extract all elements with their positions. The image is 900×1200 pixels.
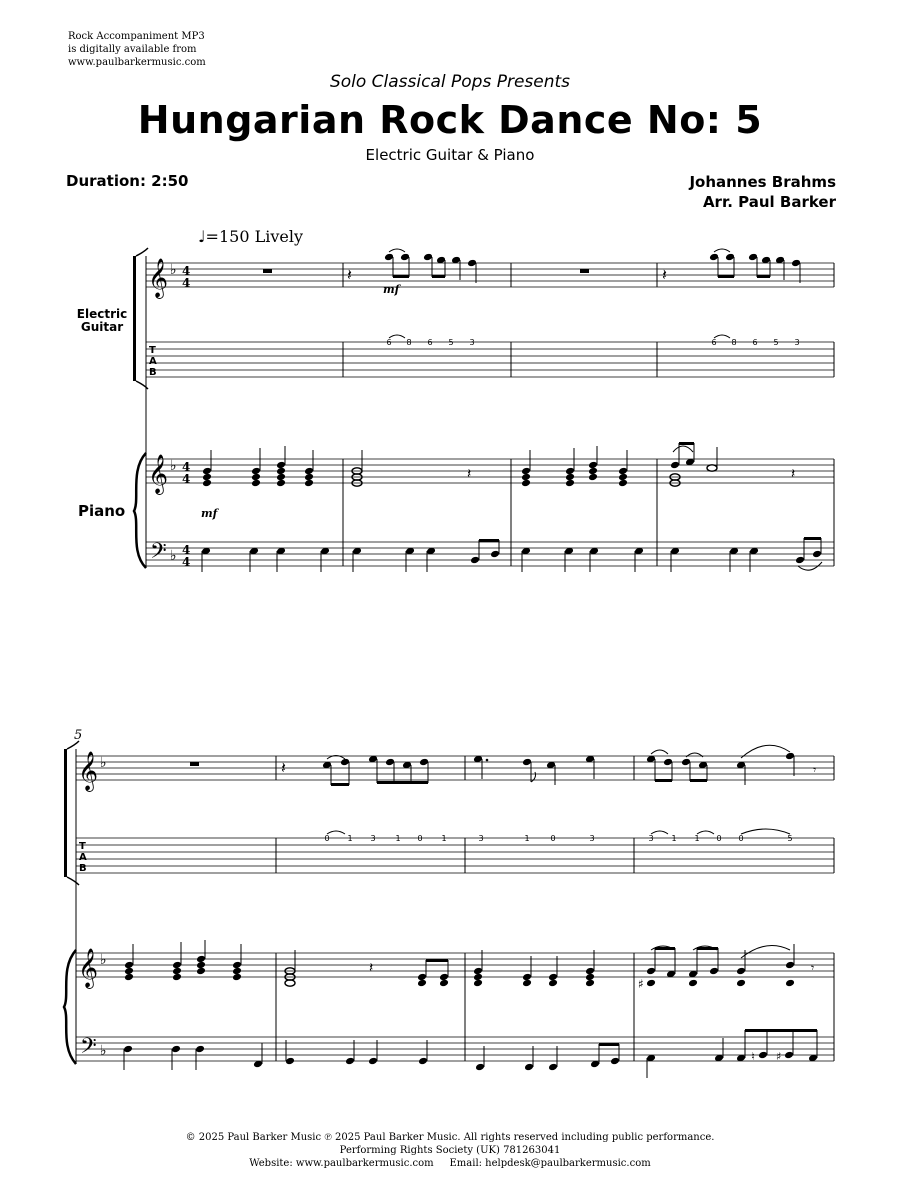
svg-text:0: 0 [324,834,330,843]
quarter-note-icon: ♩ [198,227,206,246]
system-2 [64,741,834,1078]
svg-text:8: 8 [731,338,737,347]
tempo-text: =150 Lively [205,227,303,246]
piano-rh-system2 [124,940,814,991]
piano-brace [134,453,146,568]
svg-text:T: T [79,841,86,852]
guitar-bracket [64,749,67,877]
prs-line: Performing Rights Society (UK) 781263041 [339,1145,561,1156]
svg-text:3: 3 [478,834,484,843]
tab-clef: T [149,345,156,356]
sharp-icon: ♯ [638,977,644,991]
svg-text:A: A [79,852,87,863]
flat-icon: ♭ [100,952,107,968]
piano-bass-staff [146,542,834,566]
svg-text:6: 6 [427,338,433,347]
treble-clef-icon: 𝄞 [148,258,169,298]
guitar-m2-notes [347,249,477,284]
svg-text:5: 5 [773,338,779,347]
svg-text:3: 3 [648,834,654,843]
svg-text:1: 1 [441,834,447,843]
svg-text:6: 6 [752,338,758,347]
svg-text:6: 6 [711,338,717,347]
duration: Duration: 2:50 [66,172,189,190]
svg-text:B: B [79,863,87,874]
svg-text:1: 1 [524,834,530,843]
svg-text:𝄾: 𝄾 [811,961,815,975]
svg-text:4: 4 [182,555,191,569]
guitar-m8-notes [646,745,816,785]
svg-text:𝄽: 𝄽 [347,265,352,284]
instrument-label-piano: Piano [78,502,126,520]
svg-text:5: 5 [787,834,793,843]
flat-icon: ♭ [170,458,177,474]
arranger: Arr. Paul Barker [702,193,836,211]
svg-text:6: 6 [386,338,392,347]
svg-text:0: 0 [417,834,423,843]
copyright-line: © 2025 Paul Barker Music ℗ 2025 Paul Barker Music. All rights reserved including public performance. [185,1132,715,1143]
svg-text:3: 3 [469,338,475,347]
system-1 [133,248,834,572]
footer [0,1131,900,1170]
svg-text:1: 1 [347,834,353,843]
svg-text:𝄽: 𝄽 [281,758,286,777]
guitar-staff [76,756,834,780]
flat-icon: ♭ [170,548,177,564]
flat-icon: ♭ [100,755,107,771]
measure-number: 5 [74,728,83,743]
svg-text:𝄾: 𝄾 [813,763,817,777]
svg-text:5: 5 [448,338,454,347]
piano-treble-staff [76,953,834,977]
composer: Johannes Brahms [689,173,836,191]
svg-text:1: 1 [671,834,677,843]
guitar-m4-notes [662,249,801,284]
tab-numbers-m6 [324,831,446,843]
whole-rest [580,269,589,273]
natural-icon: ♮ [751,1050,755,1063]
treble-clef-icon: 𝄞 [148,454,169,494]
svg-text:0: 0 [738,834,744,843]
accompaniment-note: Rock Accompaniment MP3 is digitally available from www.paulbarkermusic.com [68,31,206,68]
svg-text:𝄽: 𝄽 [662,265,667,284]
dynamic-mf: mf [201,507,218,520]
svg-text:4: 4 [182,472,191,486]
whole-rest [190,762,199,766]
guitar-m6-notes [281,755,429,786]
svg-text:𝄽: 𝄽 [369,960,374,976]
svg-text:1: 1 [395,834,401,843]
flat-icon: ♭ [100,1043,107,1059]
svg-text:8: 8 [406,338,412,347]
tab-numbers-m2 [386,335,474,347]
svg-text:3: 3 [589,834,595,843]
svg-text:3: 3 [794,338,800,347]
contact-line: Website: www.paulbarkermusic.com Email: helpdesk@paulbarkermusic.com [249,1158,651,1169]
guitar-m7-notes [473,755,595,785]
tab-numbers-m8 [648,829,792,843]
whole-rest [263,269,272,273]
svg-text:0: 0 [716,834,722,843]
bass-clef-icon: 𝄢 [150,539,167,569]
svg-text:3: 3 [370,834,376,843]
piano-brace [64,950,76,1064]
time-signature: 4 [182,264,191,278]
svg-text:A: A [149,356,157,367]
guitar-bracket [133,256,136,381]
bass-clef-icon: 𝄢 [80,1034,97,1064]
treble-clef-icon: 𝄞 [78,948,99,988]
tab-staff [76,838,834,873]
svg-text:1: 1 [694,834,700,843]
tab-staff [146,342,834,377]
subtitle: Solo Classical Pops Presents [329,72,571,92]
page-title: Hungarian Rock Dance No: 5 [137,98,763,142]
dynamic-mf: mf [383,283,400,296]
piano-treble-staff [146,459,834,483]
svg-text:4: 4 [182,276,191,290]
svg-text:4: 4 [182,543,191,557]
piano-lh-system2 [123,1029,818,1078]
tab-numbers-m4 [711,335,799,347]
flat-icon: ♭ [170,262,177,278]
tab-numbers-m7 [478,834,594,843]
instrument-label-guitar: Electric Guitar [76,307,128,334]
svg-text:4: 4 [182,460,191,474]
svg-text:0: 0 [550,834,556,843]
treble-clef-icon: 𝄞 [78,751,99,791]
sharp-icon: ♯ [776,1050,782,1063]
svg-text:B: B [149,367,157,378]
instrumentation: Electric Guitar & Piano [365,146,535,164]
svg-text:𝄽: 𝄽 [791,466,796,482]
svg-text:𝄽: 𝄽 [467,466,472,482]
